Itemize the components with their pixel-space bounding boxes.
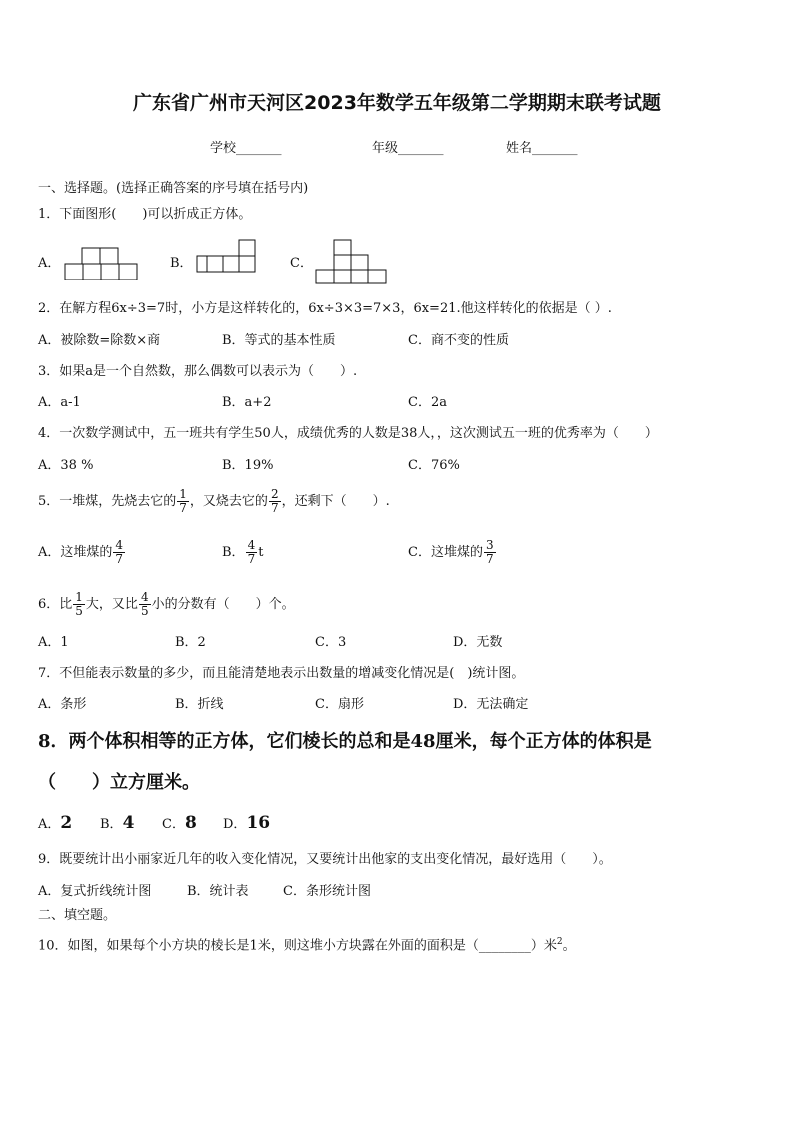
q6-option-d: D．无数 [453,635,503,650]
q1-option-a-label: A． [38,256,61,271]
q7-option-d: D．无法确定 [453,697,529,712]
q6-option-b: B．2 [175,635,206,650]
q5-text-3: ，还剩下（ ）. [281,494,390,509]
q1-net-b [196,239,258,273]
q8-option-d: D．16 [223,813,271,833]
school-field[interactable]: 学校_______ [210,141,282,156]
q8-option-a: A．2 [38,813,73,833]
section-2-heading: 二、填空题。 [38,908,117,923]
q2-option-c: C．商不变的性质 [408,333,509,348]
q8-option-b: B．4 [100,813,135,833]
q5-fraction-1: $\frac{1}{7}$ [179,487,187,515]
q5-text-1: 5．一堆煤，先烧去它的 [38,494,177,509]
q9-option-a: A．复式折线统计图 [38,884,152,899]
question-5 [38,488,390,516]
q6-fraction-2: $\frac{4}{5}$ [140,590,149,618]
question-1: 1．下面图形( )可以折成正方体。 [38,207,252,222]
q3-option-b: B．a+2 [222,395,272,410]
question-7: 7．不但能表示数量的多少，而且能清楚地表示出数量的增减变化情况是( )统计图。 [38,666,525,681]
q2-option-a: A．被除数=除数×商 [38,333,161,348]
q3-option-a: A．a-1 [38,395,81,410]
q7-option-b: B．折线 [175,697,224,712]
q9-option-c: C．条形统计图 [283,884,371,899]
question-2: 2．在解方程6x÷3=7时，小方是这样转化的，6x÷3×3=7×3，6x=21.他这样转化的依据是（ ）. [38,301,612,316]
name-field[interactable]: 姓名_______ [506,141,578,156]
q9-option-b: B．统计表 [187,884,249,899]
q6-option-c: C．3 [315,635,347,650]
q5-option-a: A．这堆煤的 $\frac{4}{7}$ [38,538,124,566]
q5-option-b: B． $\frac{4}{7}$ t [222,538,264,566]
q5-text-2: ，又烧去它的 [189,494,268,509]
q2-option-b: B．等式的基本性质 [222,333,336,348]
q5-option-c: C．这堆煤的 $\frac{3}{7}$ [408,538,494,566]
q1-option-c-label: C． [290,256,313,271]
grade-field[interactable]: 年级_______ [372,141,444,156]
q6-option-a: A．1 [38,635,69,650]
q7-option-a: A．条形 [38,697,87,712]
q4-option-c: C．76% [408,458,460,473]
q4-option-a: A．38 % [38,458,94,473]
q1-net-a [64,244,138,280]
q4-option-b: B．19% [222,458,274,473]
question-10: 10．如图，如果每个小方块的棱长是1米，则这堆小方块露在外面的面积是（________）米$^2$。 [38,937,576,954]
question-3: 3．如果a是一个自然数，那么偶数可以表示为（ ）. [38,364,358,379]
section-1-heading: 一、选择题。(选择正确答案的序号填在括号内) [38,181,309,196]
q1-option-b-label: B． [170,256,193,271]
q7-option-c: C．扇形 [315,697,364,712]
q6-fraction-1: $\frac{1}{5}$ [75,590,83,618]
q3-option-c: C．2a [408,395,447,410]
question-6: 6．比 $\frac{1}{5}$ 大，又比 $\frac{4}{5}$ 小的分数有（ ）个。 [38,590,295,618]
question-8-line-1: 8．两个体积相等的正方体，它们棱长的总和是48厘米，每个正方体的体积是 [38,731,652,752]
question-4: 4．一次数学测试中，五一班共有学生50人，成绩优秀的人数是38人，，这次测试五一班的优秀率为（ ） [38,426,658,441]
question-8-line-2: （ ）立方厘米。 [38,772,200,793]
question-9: 9．既要统计出小丽家近几年的收入变化情况，又要统计出他家的支出变化情况，最好选用（ ）。 [38,852,612,867]
q1-net-c [314,238,390,284]
page-title: 广东省广州市天河区2023年数学五年级第二学期期末联考试题 [133,92,661,114]
q8-option-c: C．8 [162,813,197,833]
q5-fraction-2: $\frac{2}{7}$ [270,487,279,515]
